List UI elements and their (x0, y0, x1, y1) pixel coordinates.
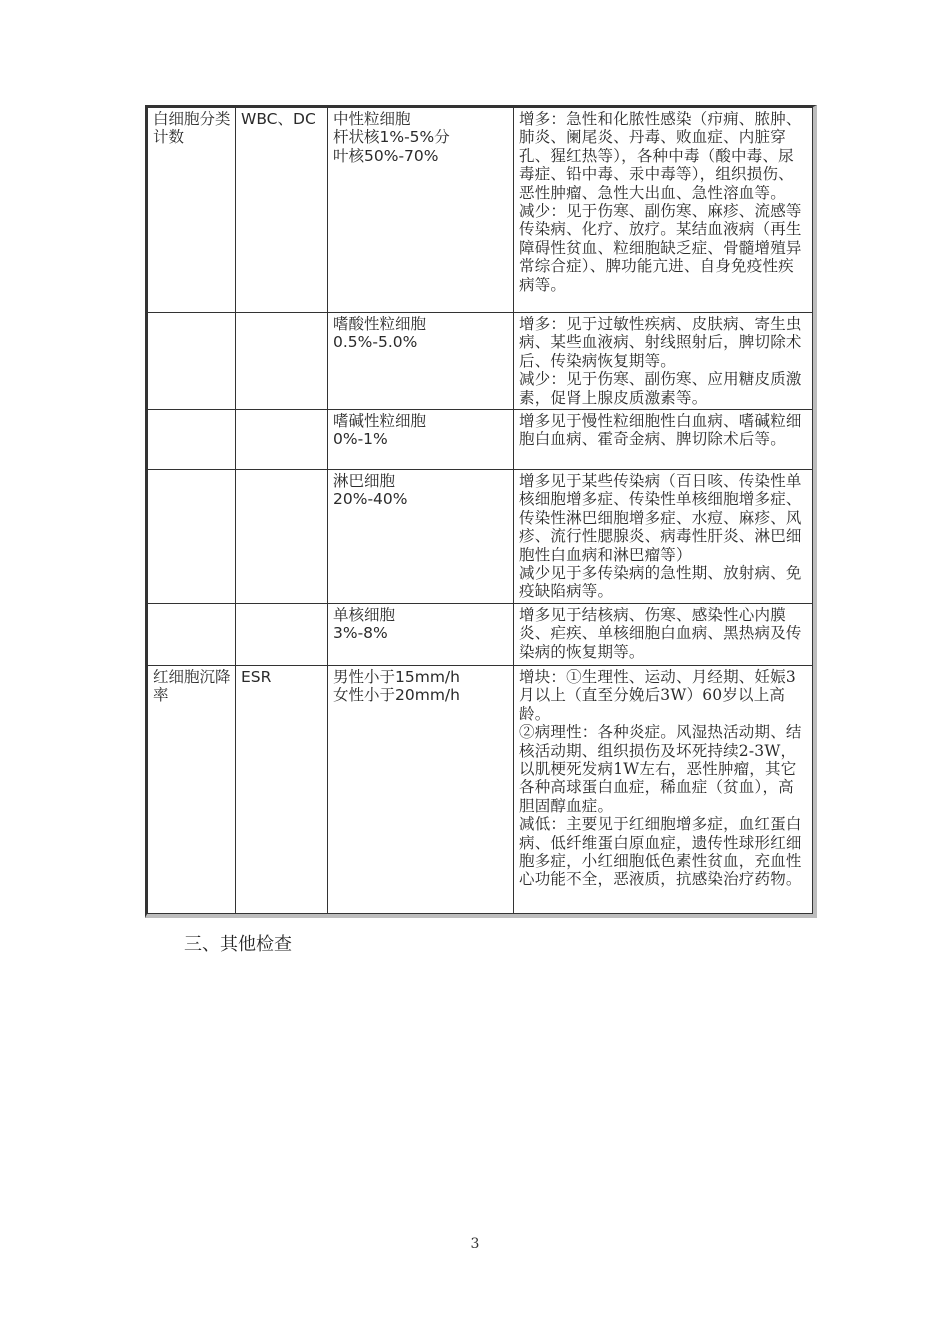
clinical-significance-cell (514, 470, 813, 604)
test-abbr-cell (236, 603, 328, 665)
range-line: 0%-1% (333, 430, 388, 449)
reference-range-cell (328, 470, 514, 604)
clinical-significance-cell (514, 108, 813, 313)
table-row (148, 108, 813, 313)
note-paragraph: 增多见于慢性粒细胞性白血病、嗜碱粒细胞白血病、霍奇金病、脾切除术后等。 (519, 412, 802, 449)
table-row (148, 410, 813, 470)
reference-range-cell (328, 108, 514, 313)
range-line: 中性粒细胞 (333, 110, 411, 128)
note-paragraph: 增多见于某些传染病（百日咳、传染性单核细胞增多症、传染性单核细胞增多症、传染性淋巴细胞增多症、水痘、麻疹、风疹、流行性腮腺炎、病毒性肝炎、淋巴细胞性白血病和淋巴瘤等） (519, 472, 802, 564)
page-number: 3 (470, 1236, 480, 1252)
clinical-significance-cell (514, 410, 813, 470)
clinical-significance-cell (514, 313, 813, 410)
test-name-cell (148, 313, 236, 410)
range-line: 20%-40% (333, 490, 408, 509)
test-name-cell: 白细胞分类计数 (148, 108, 236, 313)
clinical-significance-cell (514, 665, 813, 913)
range-line: 淋巴细胞 (333, 472, 396, 491)
note-paragraph: 增块：①生理性、运动、月经期、妊娠3月以上（直至分娩后3W）60岁以上高龄。 (519, 667, 796, 723)
range-line: 叶核50%-70% (333, 146, 439, 165)
test-abbr-cell: WBC、DC (236, 108, 328, 313)
test-abbr-cell: ESR (236, 665, 328, 913)
lab-reference-table (147, 107, 813, 914)
reference-range-cell (328, 313, 514, 410)
reference-range-cell (328, 665, 514, 913)
reference-range-cell (328, 603, 514, 665)
table-row (148, 470, 813, 604)
range-line: 男性小于15mm/h (333, 667, 460, 686)
test-name-cell (148, 470, 236, 604)
range-line: 杆状核1%-5%分 (333, 128, 450, 147)
note-paragraph: 减低：主要见于红细胞增多症，血红蛋白病、低纤维蛋白原血症，遗传性球形红细胞多症，小红细胞低色素性贫血，充血性心功能不全，恶液质，抗感染治疗药物。 (519, 815, 802, 889)
range-line: 嗜酸性粒细胞 (333, 315, 427, 333)
test-abbr-cell (236, 410, 328, 470)
test-name-cell (148, 603, 236, 665)
range-line: 嗜碱性粒细胞 (333, 412, 427, 431)
section-heading: 三、其他检查 (184, 934, 292, 955)
note-paragraph: 增多：见于过敏性疾病、皮肤病、寄生虫病、某些血液病、射线照射后，脾切除术后、传染病恢复期等。 (519, 315, 802, 370)
table-row (148, 313, 813, 410)
clinical-significance-cell (514, 603, 813, 665)
note-paragraph: 减少见于多传染病的急性期、放射病、免疫缺陷病等。 (519, 564, 802, 601)
range-line: 女性小于20mm/h (333, 686, 460, 705)
note-paragraph: 减少：见于伤寒、副伤寒、应用糖皮质激素，促肾上腺皮质激素等。 (519, 370, 802, 407)
note-paragraph: 增多见于结核病、伤寒、感染性心内膜炎、疟疾、单核细胞白血病、黑热病及传染病的恢复期等。 (519, 605, 802, 661)
lab-reference-table-frame (145, 105, 817, 918)
test-abbr-cell (236, 470, 328, 604)
note-paragraph: ②病理性：各种炎症。风湿热活动期、结核活动期、组织损伤及坏死持续2-3W，以肌梗死发病1W左右，恶性肿瘤，其它各种高球蛋白血症，稀血症（贫血），高胆固醇血症。 (519, 723, 802, 815)
test-name-cell (148, 410, 236, 470)
range-line: 单核细胞 (333, 605, 396, 624)
table-row (148, 665, 813, 913)
test-name-cell: 红细胞沉降率 (148, 665, 236, 913)
table-row (148, 603, 813, 665)
test-abbr-cell (236, 313, 328, 410)
note-paragraph: 增多：急性和化脓性感染（疖痈、脓肿、肺炎、阑尾炎、丹毒、败血症、内脏穿孔、猩红热等），各种中毒（酸中毒、尿毒症、铅中毒、汞中毒等），组织损伤、恶性肿瘤、急性大出血、急性溶血等。 (519, 110, 802, 202)
range-line: 3%-8% (333, 624, 388, 643)
reference-range-cell (328, 410, 514, 470)
note-paragraph: 减少：见于伤寒、副伤寒、麻疹、流感等传染病、化疗、放疗。某结血液病（再生障碍性贫血、粒细胞缺乏症、骨髓增殖异常综合症）、脾功能亢进、自身免疫性疾病等。 (519, 202, 802, 294)
range-line: 0.5%-5.0% (333, 333, 418, 352)
